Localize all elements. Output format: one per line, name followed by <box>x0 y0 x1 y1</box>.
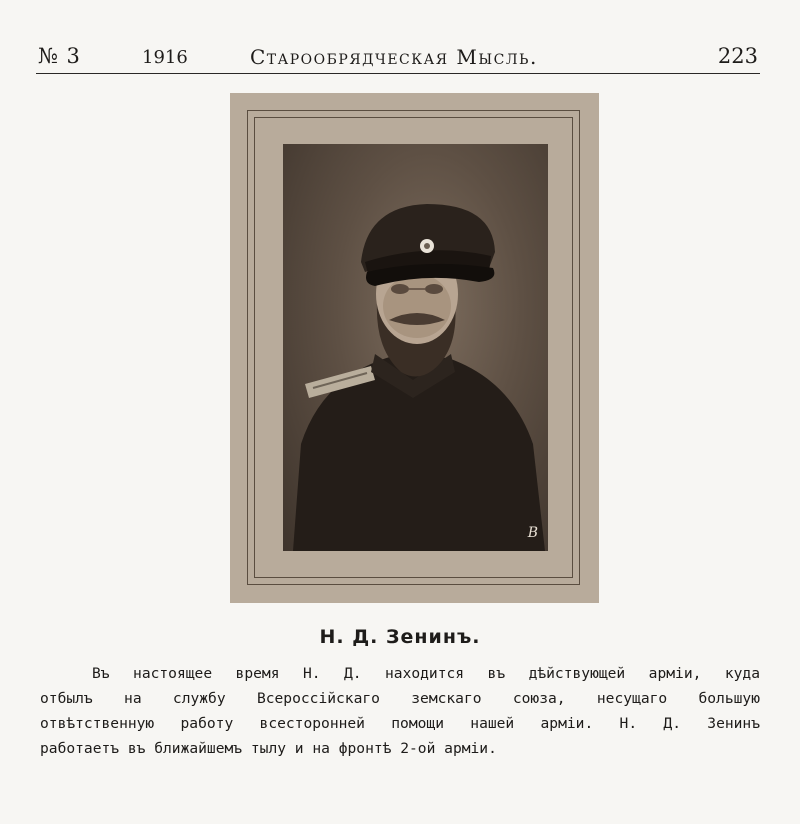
paragraph-line: Въ настоящее время Н. Д. находится въ дѣйствующей арміи, куда <box>92 665 760 682</box>
portrait-photo <box>283 144 548 551</box>
header-rule <box>36 73 760 74</box>
page-number: 223 <box>717 44 758 68</box>
body-paragraph <box>40 661 760 761</box>
paragraph-line: работаетъ въ ближайшемъ тылу и на фронтѣ 2-ой арміи. <box>40 740 497 757</box>
portrait-caption: Н. Д. Зенинъ. <box>319 626 481 648</box>
journal-title: Старообрядческая Мысль. <box>250 45 538 69</box>
paragraph-line: отвѣтственную работу всесторонней помощи нашей арміи. Н. Д. Зенинъ <box>40 715 760 732</box>
portrait-plate <box>230 93 599 603</box>
issue-year: 1916 <box>142 47 188 68</box>
photographer-monogram: В <box>527 525 538 541</box>
paragraph-line: отбылъ на службу Всероссійскаго земскаго союза, несущаго большую <box>40 690 760 707</box>
running-header <box>38 44 758 72</box>
portrait-illustration <box>283 144 548 551</box>
issue-number: № 3 <box>38 44 81 68</box>
